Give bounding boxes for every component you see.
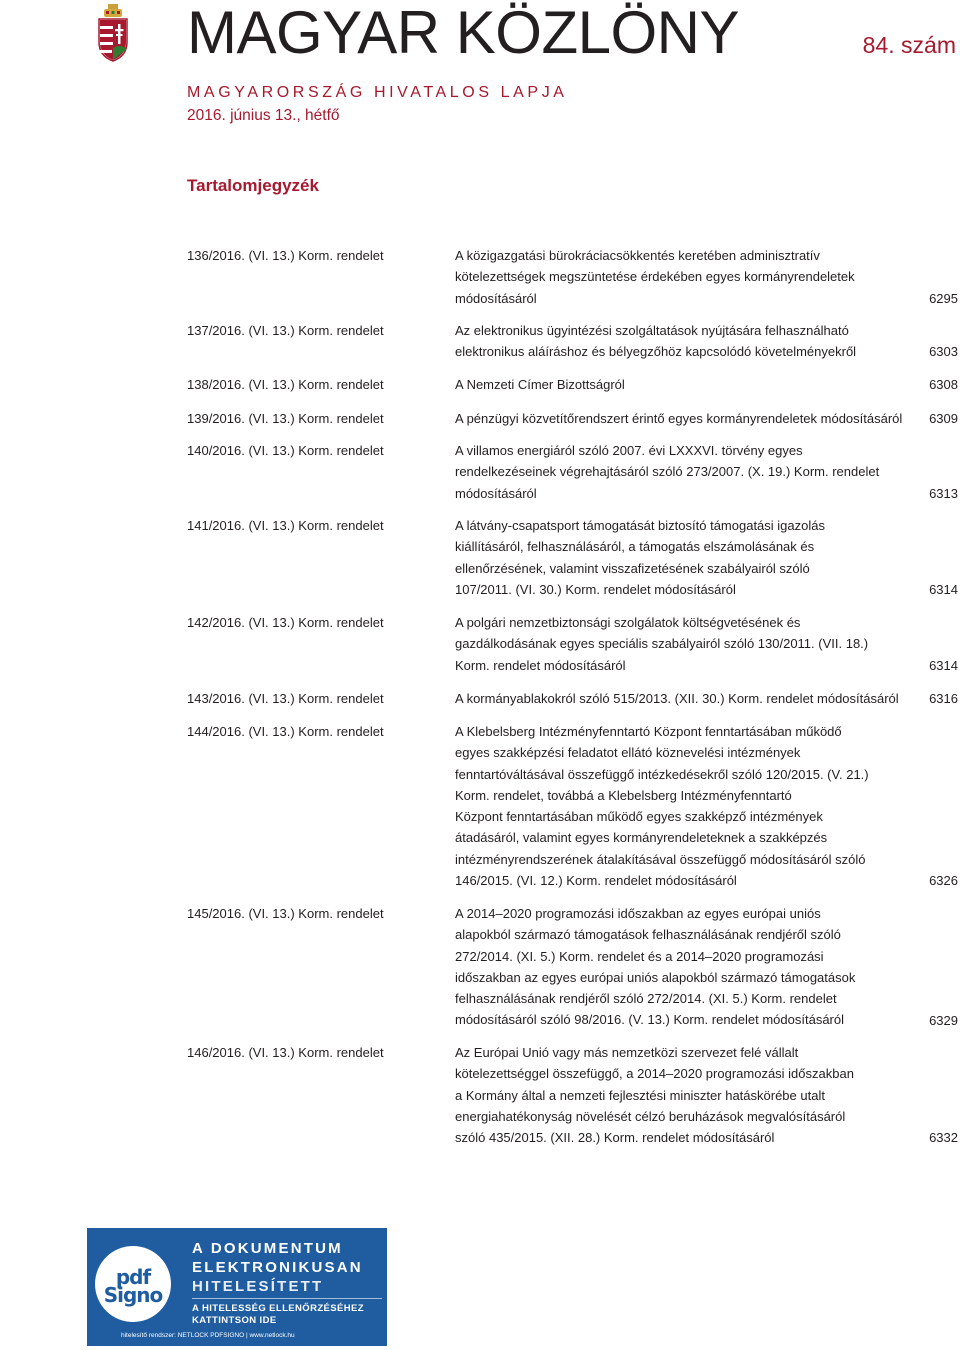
badge-line-2: ELEKTRONIKUSAN	[192, 1259, 363, 1276]
toc-heading: Tartalomjegyzék	[187, 176, 319, 195]
toc-entry	[0, 374, 960, 396]
toc-entry	[0, 903, 960, 1031]
toc-entry-page: 6329	[929, 1012, 958, 1028]
publication-date: 2016. június 13., hétfő	[187, 107, 340, 124]
toc-entry-reference: 145/2016. (VI. 13.) Korm. rendelet	[187, 906, 384, 921]
badge-line-3: HITELESÍTETT	[192, 1278, 324, 1295]
toc-entry-page: 6295	[929, 290, 958, 306]
authentication-badge[interactable]	[87, 1228, 387, 1346]
toc-entry-reference: 141/2016. (VI. 13.) Korm. rendelet	[187, 518, 384, 533]
toc-entry-page: 6308	[929, 377, 958, 392]
toc-entry-page: 6314	[929, 657, 958, 673]
publication-subtitle: MAGYARORSZÁG HIVATALOS LAPJA	[187, 84, 568, 101]
toc-entry-page: 6303	[929, 344, 958, 360]
publication-title: MAGYAR KÖZLÖNY	[187, 0, 739, 66]
toc-entry-title: A pénzügyi közvetítőrendszert érintő egyes kormányrendeletek módosításáról	[455, 411, 903, 426]
toc-entry-reference: 146/2016. (VI. 13.) Korm. rendelet	[187, 1045, 384, 1060]
toc-entry	[0, 245, 960, 309]
toc-entry	[0, 688, 960, 710]
toc-entry-reference: 143/2016. (VI. 13.) Korm. rendelet	[187, 691, 384, 706]
toc-entry	[0, 612, 960, 676]
toc-entry-reference: 142/2016. (VI. 13.) Korm. rendelet	[187, 615, 384, 630]
toc-entry-page: 6316	[929, 691, 958, 706]
toc-entry-title: A 2014–2020 programozási időszakban az egyes európai uniós alapokból származó támogatások felhasználásának rendjéről szóló 272/2014. (XI. 5.) Korm. rendelet és a 2014–2020 programozási időszakban az egyes európai uniós alapokból származó támogatások felhasználásának rendjéről szóló 272/2014. (XI. 5.) Korm. rendelet módosításáról szóló 98/2016. (V. 13.) Korm. rendelet módosításáról	[455, 906, 856, 1028]
toc-entry	[0, 1042, 960, 1149]
toc-entry-page: 6313	[929, 485, 958, 501]
toc-entry-page: 6309	[929, 411, 958, 426]
toc-entry-title: A Nemzeti Címer Bizottságról	[455, 377, 625, 392]
toc-entry-title: A közigazgatási bürokráciacsökkentés keretében adminisztratív kötelezettségek megszüntetése érdekében egyes kormányrendeletek módosításáról	[455, 248, 855, 306]
pdfsigno-logo-text: pdf Signo	[103, 1265, 163, 1307]
toc-entry-reference: 138/2016. (VI. 13.) Korm. rendelet	[187, 377, 384, 392]
toc-entry-title: A kormányablakokról szóló 515/2013. (XII. 30.) Korm. rendelet módosításáról	[455, 691, 899, 706]
toc-entry-title: A polgári nemzetbiztonsági szolgálatok költségvetésének és gazdálkodásának egyes speciális szabályairól szóló 130/2011. (VII. 18.) Korm. rendelet módosításáról	[455, 615, 869, 673]
toc-entry-reference: 136/2016. (VI. 13.) Korm. rendelet	[187, 248, 384, 263]
badge-divider	[192, 1298, 382, 1299]
toc-entry-reference: 137/2016. (VI. 13.) Korm. rendelet	[187, 323, 384, 338]
toc-entry-reference: 144/2016. (VI. 13.) Korm. rendelet	[187, 724, 384, 739]
toc-entry-reference: 139/2016. (VI. 13.) Korm. rendelet	[187, 411, 384, 426]
toc-entry-title: A villamos energiáról szóló 2007. évi LXXXVI. törvény egyes rendelkezéseinek végrehajtásáról szóló 273/2007. (X. 19.) Korm. rendelet módosításáról	[455, 443, 880, 501]
toc-entry-title: Az elektronikus ügyintézési szolgáltatások nyújtására felhasználható elektronikus aláíráshoz és bélyegzőhöz kapcsolódó követelményekről	[455, 323, 857, 360]
toc-entry-title: A Klebelsberg Intézményfenntartó Központ fenntartásában működő egyes szakképzési feladatot ellátó köznevelési intézmények fenntartóváltásával összefüggő intézkedésekről szóló 120/2015. (V. 21.) Korm. rendelet, továbbá a Klebelsberg Intézményfenntartó Központ fenntartásában működő egyes szakképző intézmények átadásáról, valamint egyes kormányrendeleteknek a szakképzés intézményrendszerének átalakításával összefüggő módosításáról szóló 146/2015. (VI. 12.) Korm. rendelet módosításáról	[455, 724, 869, 889]
toc-entry-page: 6314	[929, 581, 958, 597]
toc-entry-page: 6326	[929, 873, 958, 889]
toc-entry-title: A látvány-csapatsport támogatását biztosító támogatási igazolás kiállításáról, felhasználásáról, a támogatás elszámolásának és ellenőrzésének, valamint visszafizetésének szabályairól szóló 107/2011. (VI. 30.) Korm. rendelet módosításáról	[455, 518, 825, 597]
badge-line-4: A HITELESSÉG ELLENŐRZÉSÉHEZ	[192, 1303, 364, 1314]
toc-entry	[0, 408, 960, 430]
toc-entry	[0, 320, 960, 363]
toc-entry-page: 6332	[929, 1130, 958, 1146]
toc-entry	[0, 440, 960, 504]
toc-entry-title: Az Európai Unió vagy más nemzetközi szervezet felé vállalt kötelezettséggel összefüggő, a 2014–2020 programozási időszakban a Kormány által a nemzeti fejlesztési miniszter hatáskörébe utalt energiahatékonyság növelését célzó beruházások megvalósításáról szóló 435/2015. (XII. 28.) Korm. rendelet módosításáról	[455, 1045, 854, 1146]
badge-line-1: A DOKUMENTUM	[192, 1240, 343, 1257]
coat-of-arms-icon	[96, 4, 130, 62]
toc-entry-reference: 140/2016. (VI. 13.) Korm. rendelet	[187, 443, 384, 458]
badge-verify-link[interactable]: KATTINTSON IDE	[192, 1315, 277, 1326]
toc-entry	[0, 515, 960, 601]
toc-entry	[0, 721, 960, 892]
badge-footer: hitelesítő rendszer: NETLOCK PDFSIGNO | www.netlock.hu	[121, 1332, 295, 1339]
issue-number: 84. szám	[862, 32, 956, 58]
